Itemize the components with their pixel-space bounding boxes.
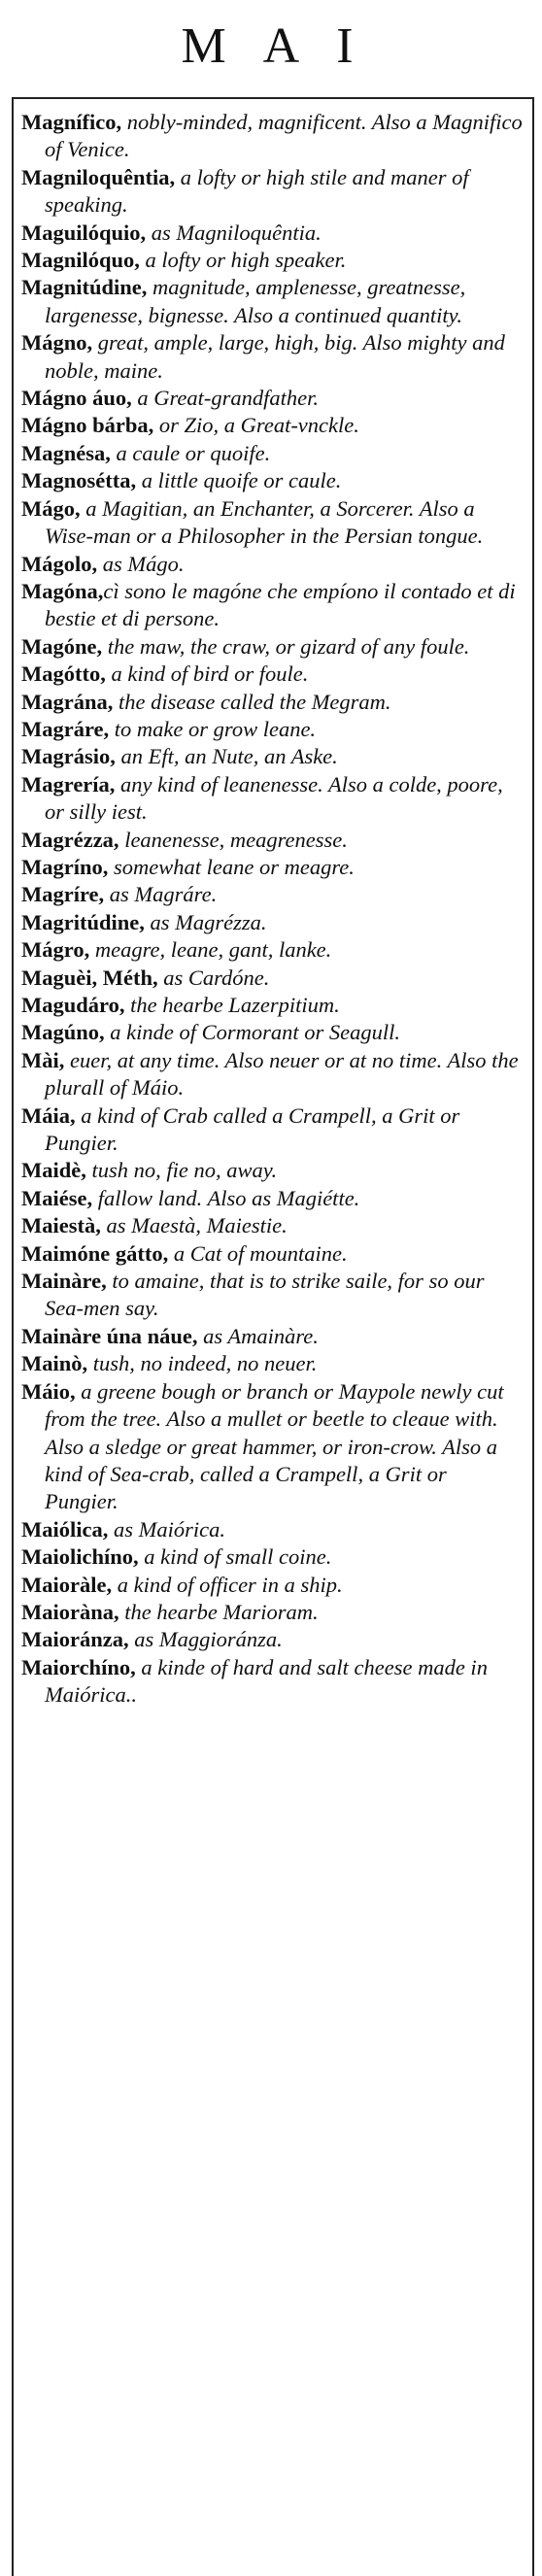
entry-headword: Maiése, — [21, 1185, 93, 1210]
entry-headword: Magnífico, — [21, 110, 122, 134]
entry-headword: Maiestà, — [21, 1213, 101, 1238]
entry-definition: euer, at any time. Also neuer or at no time. Also the plurall of Máio. — [45, 1047, 519, 1101]
entry-definition: a little quoife or caule. — [136, 468, 342, 493]
entry-definition: a lofty or high stile and maner of speaking. — [45, 164, 469, 218]
entry-definition: fallow land. Also as Magiétte. — [92, 1185, 360, 1210]
dictionary-entry — [21, 854, 525, 881]
dictionary-entry — [21, 1572, 525, 1599]
dictionary-entry — [21, 1654, 525, 1710]
entry-headword: Maiorchíno, — [21, 1654, 136, 1679]
entry-headword: Magritúdine, — [21, 909, 145, 934]
column-rule-left — [12, 97, 14, 2576]
dictionary-entry — [21, 689, 525, 716]
entry-headword: Mainò, — [21, 1351, 88, 1376]
dictionary-entry — [21, 1185, 525, 1212]
dictionary-entry — [21, 1268, 525, 1323]
entry-definition: or Zio, a Great-vnckle. — [153, 413, 359, 438]
dictionary-entry — [21, 1599, 525, 1626]
entry-headword: Mágno áuo, — [21, 386, 132, 411]
dictionary-entries — [21, 109, 525, 1710]
entry-headword: Magrézza, — [21, 827, 119, 852]
entry-headword: Magrería, — [21, 771, 116, 797]
entry-definition: a kind of officer in a ship. — [112, 1572, 343, 1597]
entry-definition: somewhat leane or meagre. — [108, 854, 355, 879]
entry-definition: meagre, leane, gant, lanke. — [89, 937, 332, 963]
entry-definition: as Maiórica. — [108, 1516, 225, 1542]
entry-headword: Maguèi, Méth, — [21, 965, 158, 990]
entry-definition: an Eft, an Nute, an Aske. — [115, 744, 338, 769]
dictionary-entry — [21, 992, 525, 1019]
entry-definition: a caule or quoife. — [110, 440, 271, 465]
dictionary-entry — [21, 1157, 525, 1184]
entry-headword: Maidè, — [21, 1158, 86, 1183]
entry-definition: the disease called the Megram. — [113, 689, 391, 714]
entry-headword: Magríre, — [21, 882, 105, 907]
entry-headword: Magnosétta, — [21, 468, 137, 493]
entry-definition: as Maggioránza. — [128, 1627, 283, 1652]
entry-headword: Maguilóquio, — [21, 220, 147, 245]
entry-definition: leanenesse, meagrenesse. — [119, 827, 348, 852]
entry-headword: Magráre, — [21, 716, 110, 741]
entry-definition: magnitude, amplenesse, greatnesse, largenesse, bignesse. Also a continued quantity. — [45, 275, 466, 327]
dictionary-entry — [21, 909, 525, 936]
entry-headword: Magóne, — [21, 633, 103, 659]
dictionary-entry — [21, 1323, 525, 1350]
entry-definition: great, ample, large, high, big. Also mighty and noble, maine. — [45, 330, 505, 383]
entry-definition: as Magrézza. — [144, 909, 267, 934]
dictionary-entry — [21, 109, 525, 164]
entry-definition: to amaine, that is to strike saile, for so our Sea-men say. — [45, 1269, 485, 1321]
entry-definition: a kind of Crab called a Crampell, a Grit or Pungier. — [45, 1102, 460, 1156]
entry-definition: nobly-minded, magnificent. Also a Magnifico of Venice. — [45, 110, 523, 162]
entry-headword: Magnésa, — [21, 440, 111, 465]
dictionary-entry — [21, 220, 525, 247]
dictionary-entry — [21, 329, 525, 385]
entry-headword: Magríno, — [21, 854, 109, 879]
entry-headword: Máio, — [21, 1378, 76, 1404]
entry-definition: a lofty or high speaker. — [139, 248, 347, 273]
entry-headword: Maiólica, — [21, 1516, 109, 1542]
entry-headword: Magrána, — [21, 689, 114, 714]
entry-headword: Magúno, — [21, 1020, 105, 1045]
entry-headword: Mágno, — [21, 330, 93, 356]
dictionary-entry — [21, 467, 525, 494]
entry-headword: Magóna, — [21, 578, 104, 603]
dictionary-entry — [21, 633, 525, 661]
entry-definition: as Maestà, Maiestie. — [100, 1213, 288, 1238]
dictionary-entry — [21, 1626, 525, 1653]
entry-headword: Maiolichíno, — [21, 1544, 139, 1570]
entry-headword: Maioràna, — [21, 1599, 119, 1624]
entry-headword: Magótto, — [21, 661, 106, 687]
entry-definition: as Magráre. — [104, 882, 218, 907]
entry-definition: as Amainàre. — [197, 1323, 319, 1348]
entry-definition: a kind of bird or foule. — [105, 661, 309, 687]
dictionary-entry — [21, 1102, 525, 1158]
entry-definition: the maw, the craw, or gizard of any foule. — [102, 633, 470, 659]
entry-headword: Mainàre úna náue, — [21, 1323, 198, 1348]
entry-definition: any kind of leanenesse. Also a colde, poore, or silly iest. — [45, 771, 503, 825]
dictionary-entry — [21, 743, 525, 770]
entry-definition: a Great-grandfather. — [131, 386, 320, 411]
entry-headword: Máia, — [21, 1102, 76, 1128]
dictionary-entry — [21, 1378, 525, 1516]
dictionary-entry — [21, 1212, 525, 1239]
dictionary-entry — [21, 1543, 525, 1571]
dictionary-entry — [21, 936, 525, 964]
entry-headword: Mainàre, — [21, 1269, 107, 1294]
entry-definition: the hearbe Marioram. — [119, 1599, 319, 1624]
entry-definition: a kinde of Cormorant or Seagull. — [104, 1020, 401, 1045]
entry-definition: a Magitian, an Enchanter, a Sorcerer. Also a Wise-man or a Philosopher in the Persian tongue. — [45, 495, 484, 549]
entry-definition: tush, no indeed, no neuer. — [87, 1351, 318, 1376]
entry-definition: a kind of small coine. — [138, 1544, 332, 1570]
entry-definition: as Cardóne. — [157, 965, 270, 990]
entry-definition: a Cat of mountaine. — [168, 1240, 348, 1266]
dictionary-entry — [21, 385, 525, 412]
entry-definition: cì sono le magóne che empíono il contado et di bestie et di persone. — [45, 578, 516, 631]
dictionary-entry — [21, 716, 525, 743]
entry-headword: Magudáro, — [21, 993, 125, 1017]
entry-definition: as Mágo. — [97, 551, 185, 576]
entry-headword: Magrásio, — [21, 744, 116, 769]
entry-headword: Magnilóquo, — [21, 248, 140, 273]
entry-headword: Mágro, — [21, 937, 90, 963]
entry-headword: Mài, — [21, 1047, 65, 1072]
column-rule-right — [532, 97, 534, 2576]
dictionary-entry — [21, 412, 525, 439]
entry-definition: as Magniloquêntia. — [146, 220, 322, 245]
entry-headword: Maioràle, — [21, 1572, 113, 1597]
dictionary-entry — [21, 1516, 525, 1543]
dictionary-entry — [21, 274, 525, 329]
entry-headword: Mágo, — [21, 495, 81, 521]
dictionary-entry — [21, 1240, 525, 1268]
entry-headword: Maioránza, — [21, 1627, 129, 1652]
entry-definition: to make or grow leane. — [109, 716, 317, 741]
dictionary-entry — [21, 965, 525, 992]
dictionary-entry — [21, 1047, 525, 1102]
dictionary-entry — [21, 1350, 525, 1377]
dictionary-entry — [21, 164, 525, 220]
entry-definition: the hearbe Lazerpitium. — [124, 993, 340, 1017]
entry-headword: Magniloquêntia, — [21, 164, 176, 189]
entry-headword: Magnitúdine, — [21, 275, 148, 300]
entry-headword: Mágno bárba, — [21, 413, 154, 438]
entry-definition: a kinde of hard and salt cheese made in Maiórica.. — [45, 1654, 488, 1708]
page-header-title: MAI — [181, 18, 390, 74]
entry-definition: a greene bough or branch or Maypole newly cut from the tree. Also a mullet or beetle to cleaue with. Also a sledge or great hammer, or iron-crow. Also a kind of Sea-crab, called a Crampell, a Grit or Pungier. — [45, 1378, 504, 1514]
dictionary-entry — [21, 881, 525, 908]
header-rule — [12, 97, 534, 99]
entry-definition: tush no, fie no, away. — [85, 1158, 278, 1183]
entry-headword: Mágolo, — [21, 551, 98, 576]
dictionary-entry — [21, 827, 525, 854]
dictionary-entry — [21, 771, 525, 827]
dictionary-entry — [21, 661, 525, 688]
dictionary-entry — [21, 578, 525, 633]
dictionary-entry — [21, 495, 525, 551]
dictionary-entry — [21, 1019, 525, 1046]
dictionary-entry — [21, 440, 525, 467]
dictionary-entry — [21, 551, 525, 578]
dictionary-entry — [21, 247, 525, 274]
entry-headword: Maimóne gátto, — [21, 1240, 169, 1266]
